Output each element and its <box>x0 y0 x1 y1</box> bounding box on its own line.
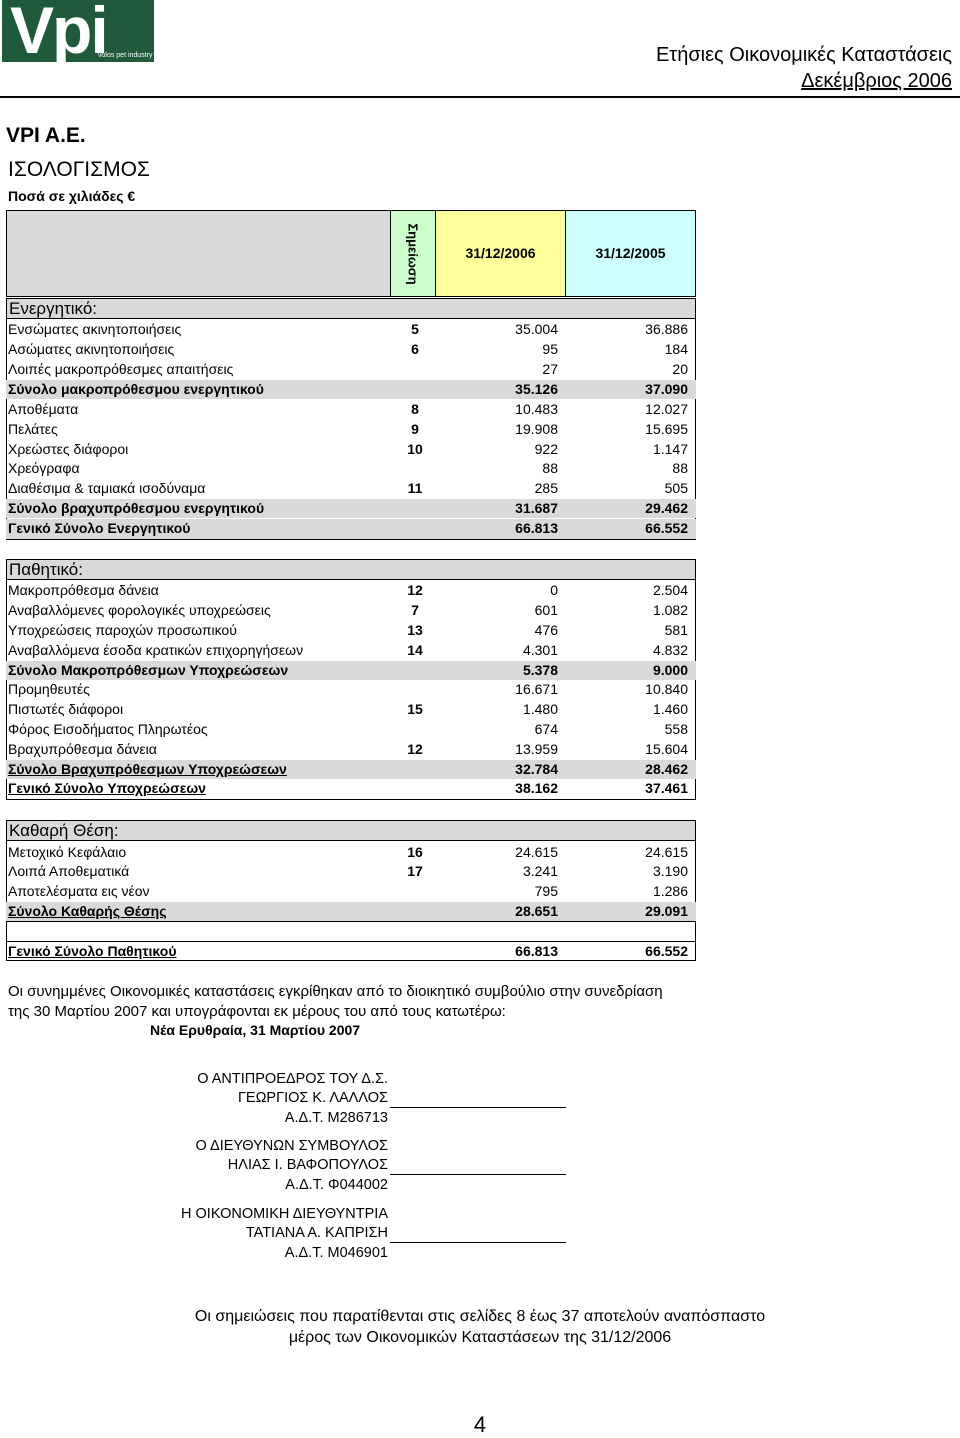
row-note: 7 <box>411 602 419 618</box>
row-note: 17 <box>407 863 423 879</box>
row-value-2006: 3.241 <box>522 863 558 879</box>
table-row <box>6 340 696 359</box>
row-description: Χρεώστες διάφοροι <box>8 441 129 457</box>
table-row <box>6 621 696 640</box>
signature-line <box>390 1107 566 1108</box>
row-value-2006: 88 <box>542 460 558 476</box>
row-value-2005: 1.460 <box>652 701 688 717</box>
signatory-role: Η ΟΙΚΟΝΟΜΙΚΗ ΔΙΕΥΘΥΝΤΡΙΑ <box>181 1206 388 1222</box>
table-row <box>6 601 696 620</box>
row-value-2005: 15.695 <box>645 421 688 437</box>
row-value-2005: 29.091 <box>645 903 688 919</box>
table-row <box>6 862 696 881</box>
row-description: Προμηθευτές <box>8 681 90 697</box>
signatory-name: ΗΛΙΑΣ Ι. ΒΑΦΟΠΟΥΛΟΣ <box>227 1157 388 1173</box>
row-value-2005: 1.082 <box>652 602 688 618</box>
equity-heading-label: Καθαρή Θέση: <box>9 821 119 840</box>
row-note: 8 <box>411 401 419 417</box>
table-row <box>6 581 696 600</box>
row-value-2006: 38.162 <box>515 780 558 796</box>
row-description: Πιστωτές διάφοροι <box>8 701 124 717</box>
row-description: Λοιπές μακροπρόθεσμες απαιτήσεις <box>8 361 234 377</box>
liabilities-heading-label: Παθητικό: <box>9 560 83 579</box>
signatory-role: Ο ΑΝΤΙΠΡΟΕΔΡΟΣ ΤΟΥ Δ.Σ. <box>197 1071 388 1087</box>
footer-line-1: Οι σημειώσεις που παρατίθενται στις σελίδες 8 έως 37 αποτελούν αναπόσπαστο <box>194 1308 766 1325</box>
year-2005-label: 31/12/2005 <box>595 245 666 261</box>
table-row <box>6 843 696 862</box>
page-number: 4 <box>473 1412 487 1437</box>
row-value-2005: 1.286 <box>652 883 688 899</box>
amounts-note: Ποσά σε χιλιάδες € <box>8 188 136 204</box>
row-value-2005: 37.461 <box>645 780 688 796</box>
signatory-name: ΓΕΩΡΓΙΟΣ Κ. ΛΑΛΛΟΣ <box>237 1090 388 1106</box>
row-description: Χρεόγραφα <box>8 460 80 476</box>
row-note: 6 <box>411 341 419 357</box>
row-description: Σύνολο Μακροπρόθεσμων Υποχρεώσεων <box>8 662 289 678</box>
subtotal-row <box>6 661 696 680</box>
table-row <box>6 479 696 498</box>
total-row <box>6 519 696 540</box>
row-description: Γενικό Σύνολο Ενεργητικού <box>8 520 191 536</box>
row-description: Σύνολο βραχυπρόθεσμου ενεργητικού <box>8 500 265 516</box>
row-value-2006: 795 <box>534 883 558 899</box>
row-value-2006: 35.126 <box>515 381 558 397</box>
row-value-2006: 24.615 <box>515 844 558 860</box>
row-note: 14 <box>407 642 423 658</box>
table-row <box>6 882 696 901</box>
row-description: Σύνολο μακροπρόθεσμου ενεργητικού <box>8 381 264 397</box>
row-description: Λοιπά Αποθεματικά <box>8 863 130 879</box>
row-note: 12 <box>407 741 423 757</box>
row-value-2006: 922 <box>534 441 558 457</box>
row-value-2005: 12.027 <box>645 401 688 417</box>
row-value-2006: 13.959 <box>515 741 558 757</box>
row-note: 12 <box>407 582 423 598</box>
subtotal-row <box>6 499 696 518</box>
row-value-2005: 88 <box>672 460 688 476</box>
row-description: Ενσώματες ακινητοποιήσεις <box>8 321 182 337</box>
row-value-2006: 19.908 <box>515 421 558 437</box>
assets-heading-label: Ενεργητικό: <box>9 299 98 318</box>
row-description: Διαθέσιμα & ταμιακά ισοδύναμα <box>8 480 206 496</box>
row-note: 10 <box>407 441 423 457</box>
row-note: 5 <box>411 321 419 337</box>
row-value-2006: 5.378 <box>522 662 558 678</box>
row-description: Ασώματες ακινητοποιήσεις <box>8 341 175 357</box>
table-row <box>6 420 696 439</box>
approval-text <box>8 982 908 1022</box>
row-note: 9 <box>411 421 419 437</box>
signatory-name: ΤΑΤΙΑΝΑ Α. ΚΑΠΡΙΣΗ <box>245 1225 388 1241</box>
row-value-2006: 66.813 <box>515 520 558 536</box>
signature-line <box>390 1174 566 1175</box>
row-value-2006: 601 <box>534 602 558 618</box>
grand-total-row <box>6 941 696 961</box>
row-value-2006: 35.004 <box>515 321 558 337</box>
row-value-2005: 28.462 <box>645 761 688 777</box>
row-value-2006: 31.687 <box>515 500 558 516</box>
table-row <box>6 400 696 419</box>
year-2006-label: 31/12/2006 <box>465 245 536 261</box>
signatory-id: Α.Δ.Τ. Μ286713 <box>284 1110 388 1126</box>
subtotal-row <box>6 902 696 921</box>
header-rule <box>0 96 960 98</box>
row-value-2005: 558 <box>664 721 688 737</box>
row-description: Υποχρεώσεις παροχών προσωπικού <box>8 622 237 638</box>
row-description: Αποτελέσματα εις νέον <box>8 883 150 899</box>
row-value-2005: 20 <box>672 361 688 377</box>
row-value-2006: 476 <box>534 622 558 638</box>
row-description: Φόρος Εισοδήματος Πληρωτέος <box>8 721 208 737</box>
row-value-2006: 66.813 <box>515 943 558 959</box>
row-description: Μακροπρόθεσμα δάνεια <box>8 582 159 598</box>
row-description: Βραχυπρόθεσμα δάνεια <box>8 741 157 757</box>
row-note: 11 <box>407 480 423 496</box>
row-description: Γενικό Σύνολο Υποχρεώσεων <box>8 780 206 796</box>
footer-line-2: μέρος των Οικονομικών Καταστάσεων της 31/12/2006 <box>288 1329 672 1346</box>
equity-heading <box>6 820 696 841</box>
table-row <box>6 700 696 719</box>
table-row <box>6 720 696 739</box>
header-description-cell <box>6 210 390 297</box>
row-description: Αναβαλλόμενα έσοδα κρατικών επιχορηγήσεων <box>8 642 304 658</box>
table-row <box>6 360 696 379</box>
subtotal-row <box>6 380 696 399</box>
row-value-2006: 1.480 <box>522 701 558 717</box>
row-value-2005: 24.615 <box>645 844 688 860</box>
statement-title: ΙΣΟΛΟΓΙΣΜΟΣ <box>8 158 150 181</box>
company-name: VPI A.E. <box>6 124 86 147</box>
report-title: Ετήσιες Οικονομικές Καταστάσεις <box>655 44 952 66</box>
liabilities-heading <box>6 559 696 580</box>
equity-rule <box>6 921 696 922</box>
row-value-2006: 674 <box>534 721 558 737</box>
table-row <box>6 459 696 478</box>
row-value-2005: 1.147 <box>652 441 688 457</box>
row-value-2005: 505 <box>664 480 688 496</box>
table-row <box>6 320 696 339</box>
row-description: Αναβαλλόμενες φορολογικές υποχρεώσεις <box>8 602 271 618</box>
row-description: Γενικό Σύνολο Παθητικού <box>8 943 177 959</box>
company-logo <box>2 0 168 67</box>
table-row <box>6 740 696 759</box>
row-value-2006: 4.301 <box>522 642 558 658</box>
row-value-2005: 15.604 <box>645 741 688 757</box>
row-description: Μετοχικό Κεφάλαιο <box>8 844 127 860</box>
row-value-2006: 16.671 <box>515 681 558 697</box>
total-row <box>6 779 696 800</box>
report-period: Δεκέμβριος 2006 <box>801 70 952 92</box>
row-value-2006: 32.784 <box>515 761 558 777</box>
approval-place-date: Νέα Ερυθραία, 31 Μαρτίου 2007 <box>150 1022 361 1038</box>
footer-note <box>0 1306 960 1348</box>
row-description: Αποθέματα <box>8 401 79 417</box>
row-value-2005: 2.504 <box>652 582 688 598</box>
row-value-2005: 9.000 <box>652 662 688 678</box>
logo-tagline: volos pet industry S.A. <box>98 52 168 59</box>
row-description: Σύνολο Βραχυπρόθεσμων Υποχρεώσεων <box>8 761 287 777</box>
row-note: 13 <box>407 622 423 638</box>
logo-text: Vpi <box>10 0 107 67</box>
row-value-2006: 285 <box>534 480 558 496</box>
table-row <box>6 641 696 660</box>
row-value-2006: 28.651 <box>515 903 558 919</box>
signatory-role: Ο ΔΙΕΥΘΥΝΩΝ ΣΥΜΒΟΥΛΟΣ <box>195 1138 388 1154</box>
row-description: Σύνολο Καθαρής Θέσης <box>8 903 167 919</box>
row-note: 16 <box>407 844 423 860</box>
table-row <box>6 680 696 699</box>
row-value-2005: 10.840 <box>645 681 688 697</box>
signature-line <box>390 1242 566 1243</box>
assets-heading <box>6 298 696 319</box>
row-value-2005: 581 <box>664 622 688 638</box>
row-value-2006: 95 <box>542 341 558 357</box>
approval-line-2: της 30 Μαρτίου 2007 και υπογράφονται εκ μέρους του από τους κατωτέρω: <box>8 1003 506 1020</box>
row-value-2005: 184 <box>664 341 688 357</box>
table-row <box>6 440 696 459</box>
signatory-id: Α.Δ.Τ. Μ046901 <box>284 1245 388 1261</box>
row-value-2005: 66.552 <box>645 520 688 536</box>
row-value-2005: 36.886 <box>645 321 688 337</box>
header-note-cell <box>390 210 436 297</box>
subtotal-row <box>6 760 696 779</box>
header-year-2005 <box>566 210 696 297</box>
note-column-label: Σημείωση <box>405 222 421 285</box>
row-value-2005: 29.462 <box>645 500 688 516</box>
row-description: Πελάτες <box>8 421 58 437</box>
approval-line-1: Οι συνημμένες Οικονομικές καταστάσεις εγκρίθηκαν από το διοικητικό συμβούλιο στην συνεδρίαση <box>8 983 663 1000</box>
row-value-2005: 4.832 <box>652 642 688 658</box>
row-value-2005: 66.552 <box>645 943 688 959</box>
row-note: 15 <box>407 701 423 717</box>
row-value-2005: 3.190 <box>652 863 688 879</box>
row-value-2006: 27 <box>542 361 558 377</box>
signatory-id: Α.Δ.Τ. Φ044002 <box>285 1177 388 1193</box>
header-year-2006 <box>436 210 566 297</box>
row-value-2005: 37.090 <box>645 381 688 397</box>
row-value-2006: 10.483 <box>515 401 558 417</box>
row-value-2006: 0 <box>550 582 558 598</box>
